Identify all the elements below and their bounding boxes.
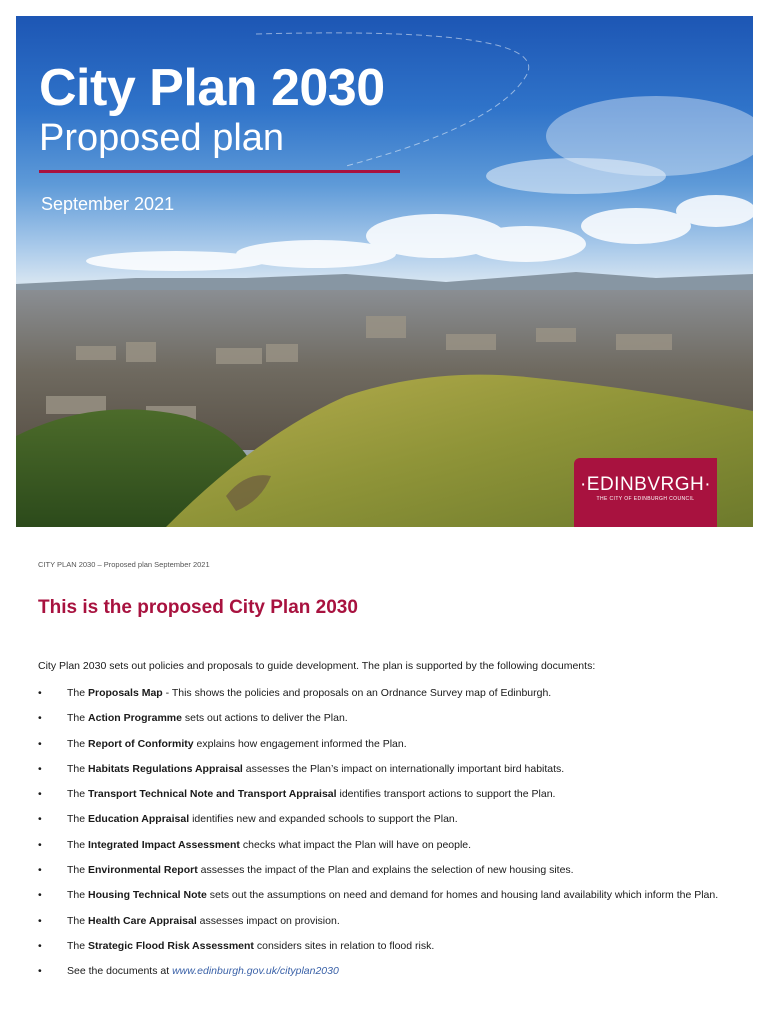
bullet: • xyxy=(38,939,42,952)
bullet: • xyxy=(38,737,42,750)
document-name: Proposals Map xyxy=(88,687,163,699)
list-item xyxy=(38,711,738,736)
cover-title: City Plan 2030 xyxy=(39,59,385,117)
document-name: Health Care Appraisal xyxy=(88,914,197,927)
document-name: Education Appraisal xyxy=(88,813,190,826)
bullet: • xyxy=(38,687,42,699)
logo-wordmark: ·EDINBVRGH· xyxy=(579,474,712,495)
document-name: Habitats Regulations Appraisal xyxy=(88,762,243,775)
document-name: Environmental Report xyxy=(88,864,198,877)
bullet: • xyxy=(38,712,42,725)
bullet: • xyxy=(38,838,42,851)
list-item-text: The Housing Technical Note sets out the assumptions on need and demand for homes and housing land availability which inform the Plan. xyxy=(67,889,719,902)
list-item xyxy=(38,914,738,939)
list-item-text: The Health Care Appraisal assesses impact on provision. xyxy=(67,914,340,927)
list-item-text: The Habitats Regulations Appraisal assesses the Plan’s impact on internationally important bird habitats. xyxy=(67,762,565,775)
document-name: Transport Technical Note and Transport Appraisal xyxy=(88,788,337,801)
list-item-text: The Proposals Map - This shows the policies and proposals on an Ordnance Survey map of Edinburgh. xyxy=(67,687,552,699)
list-item-text: The Action Programme sets out actions to deliver the Plan. xyxy=(67,712,348,725)
document-name: Report of Conformity xyxy=(88,737,194,750)
list-item-text: The Report of Conformity explains how engagement informed the Plan. xyxy=(67,737,407,750)
edinburgh-council-logo xyxy=(574,458,717,527)
running-header: CITY PLAN 2030 – Proposed plan September 2021 xyxy=(38,560,210,569)
list-item xyxy=(38,812,738,837)
document-name: Action Programme xyxy=(88,712,182,725)
list-item-text: The Integrated Impact Assessment checks what impact the Plan will have on people. xyxy=(67,838,472,851)
list-item xyxy=(38,964,738,989)
logo-subtitle: THE CITY OF EDINBURGH COUNCIL xyxy=(596,496,695,502)
list-item-text: The Environmental Report assesses the impact of the Plan and explains the selection of new housing sites. xyxy=(67,864,574,877)
list-item xyxy=(38,888,738,913)
bullet: • xyxy=(38,788,42,801)
see-documents-text: See the documents at www.edinburgh.gov.uk/cityplan2030 xyxy=(67,965,339,978)
list-item-text: The Strategic Flood Risk Assessment considers sites in relation to flood risk. xyxy=(67,939,435,952)
bullet: • xyxy=(38,864,42,877)
title-divider xyxy=(39,170,400,173)
document-name: Strategic Flood Risk Assessment xyxy=(88,939,254,952)
section-title: This is the proposed City Plan 2030 xyxy=(38,597,358,618)
intro-paragraph: City Plan 2030 sets out policies and proposals to guide development. The plan is supported by the following documents: xyxy=(38,660,596,672)
supporting-documents-list xyxy=(38,686,738,990)
list-item xyxy=(38,939,738,964)
cover-subtitle: Proposed plan xyxy=(39,117,285,159)
list-item-text: The Transport Technical Note and Transport Appraisal identifies transport actions to support the Plan. xyxy=(67,788,556,801)
bullet: • xyxy=(38,889,42,902)
list-item xyxy=(38,737,738,762)
list-item-text: The Education Appraisal identifies new and expanded schools to support the Plan. xyxy=(67,813,458,826)
list-item xyxy=(38,838,738,863)
list-item xyxy=(38,787,738,812)
bullet: • xyxy=(38,965,42,978)
bullet: • xyxy=(38,914,42,927)
cityplan-link[interactable]: www.edinburgh.gov.uk/cityplan2030 xyxy=(172,965,339,978)
bullet: • xyxy=(38,813,42,826)
list-item xyxy=(38,762,738,787)
cover-image xyxy=(16,16,753,527)
document-name: Integrated Impact Assessment xyxy=(88,838,240,851)
cover-date: September 2021 xyxy=(41,194,175,214)
list-item xyxy=(38,686,738,711)
document-name: Housing Technical Note xyxy=(88,889,207,902)
list-item xyxy=(38,863,738,888)
bullet: • xyxy=(38,762,42,775)
